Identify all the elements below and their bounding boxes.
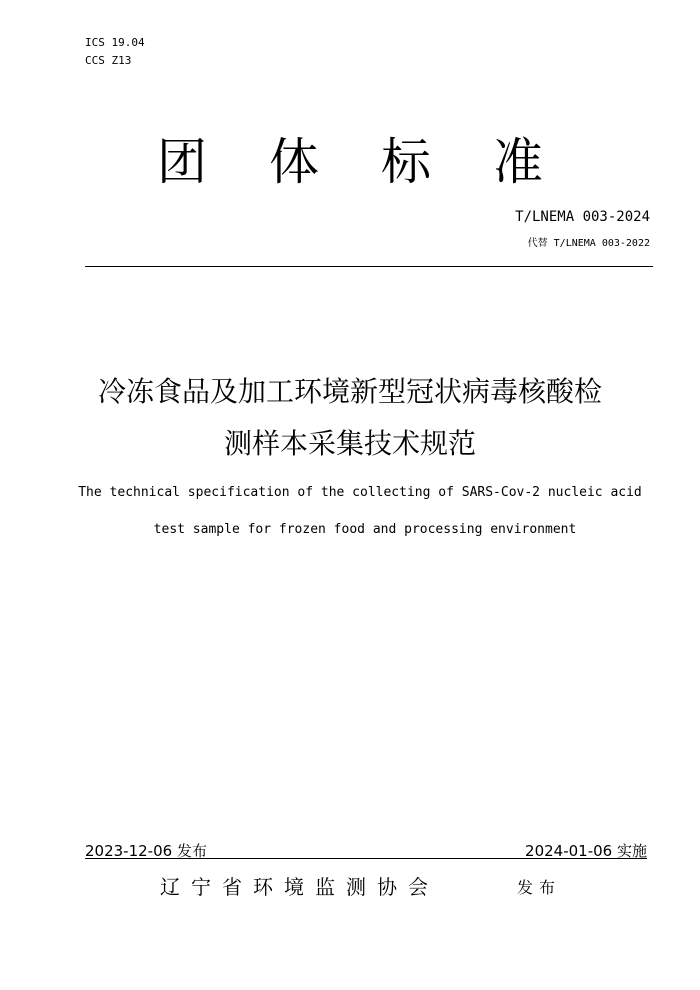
title-english-line-1: The technical specification of the collecting of SARS-Cov-2 nucleic acid xyxy=(78,485,642,500)
ccs-code: CCS Z13 xyxy=(85,54,132,67)
standard-number: T/LNEMA 003-2024 xyxy=(515,209,650,225)
title-chinese-line-2: 测样本采集技术规范 xyxy=(223,427,476,460)
top-divider xyxy=(85,266,653,267)
title-english-line-2: test sample for frozen food and processing environment xyxy=(153,522,577,537)
publish-label: 发布 xyxy=(517,878,562,897)
ics-code: ICS 19.04 xyxy=(85,36,145,49)
bottom-divider xyxy=(85,858,647,859)
document-type-title: 团体标准 xyxy=(157,133,605,191)
title-chinese-line-1: 冷冻食品及加工环境新型冠状病毒核酸检 xyxy=(97,375,602,408)
issue-date: 2023-12-06 发布 xyxy=(85,842,207,860)
implementation-date: 2024-01-06 实施 xyxy=(525,842,647,860)
replaces-standard: 代替 T/LNEMA 003-2022 xyxy=(527,238,650,249)
publisher-name: 辽宁省环境监测协会 xyxy=(160,875,439,899)
